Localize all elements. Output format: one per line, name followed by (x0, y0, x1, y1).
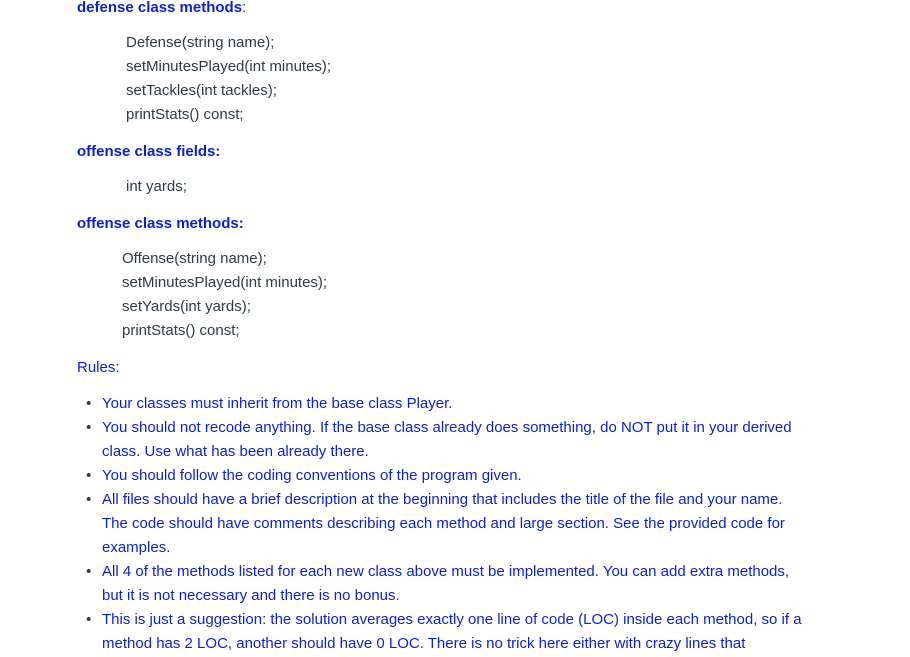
rule-item (77, 608, 807, 656)
rule-text: You should not recode anything. If the base class already does something, do NOT put it in your derived class. Use what has been already there. (102, 419, 792, 460)
offense-fields-list (126, 175, 187, 199)
rule-text: This is just a suggestion: the solution averages exactly one line of code (LOC) inside each method, so if a method has 2 LOC, another should have 0 LOC. There is no trick here either with crazy lines that (102, 611, 802, 652)
rule-item (77, 464, 807, 488)
bullet-icon: • (86, 611, 92, 628)
rule-text: You should follow the coding conventions of the program given. (102, 467, 522, 484)
bullet-icon: • (86, 467, 92, 484)
bullet-icon: • (86, 419, 92, 436)
defense-methods-heading-colon: : (242, 0, 247, 16)
offense-method-line: printStats() const; (122, 322, 240, 339)
offense-field-line: int yards; (126, 178, 187, 195)
defense-methods-heading-text: defense class methods (77, 0, 243, 16)
defense-method-line: setTackles(int tackles); (126, 82, 277, 99)
rule-text: All files should have a brief description at the beginning that includes the title of the file and your name. The code should have comments describing each method and large section. See the provided code for examples. (102, 491, 785, 556)
rule-text: Your classes must inherit from the base class Player. (102, 395, 453, 412)
defense-method-line: printStats() const; (126, 106, 244, 123)
defense-methods-list (126, 31, 331, 127)
offense-method-line: setYards(int yards); (122, 298, 251, 315)
rule-item (77, 560, 807, 608)
rules-heading: Rules: (77, 359, 120, 376)
offense-fields-heading: offense class fields: (77, 143, 221, 160)
defense-method-line: setMinutesPlayed(int minutes); (126, 58, 332, 75)
rules-list (77, 392, 807, 656)
rule-item (77, 488, 807, 560)
offense-method-line: setMinutesPlayed(int minutes); (122, 274, 328, 291)
rule-item (77, 416, 807, 464)
rule-text: All 4 of the methods listed for each new class above must be implemented. You can add extra methods, but it is not necessary and there is no bonus. (102, 563, 790, 604)
bullet-icon: • (86, 563, 92, 580)
defense-method-line: Defense(string name); (126, 34, 275, 51)
bullet-icon: • (86, 395, 92, 412)
offense-methods-list (122, 247, 327, 343)
bullet-icon: • (86, 491, 92, 508)
offense-methods-heading: offense class methods: (77, 215, 244, 232)
offense-method-line: Offense(string name); (122, 250, 267, 267)
rule-item (77, 392, 807, 416)
defense-methods-heading (77, 0, 246, 17)
